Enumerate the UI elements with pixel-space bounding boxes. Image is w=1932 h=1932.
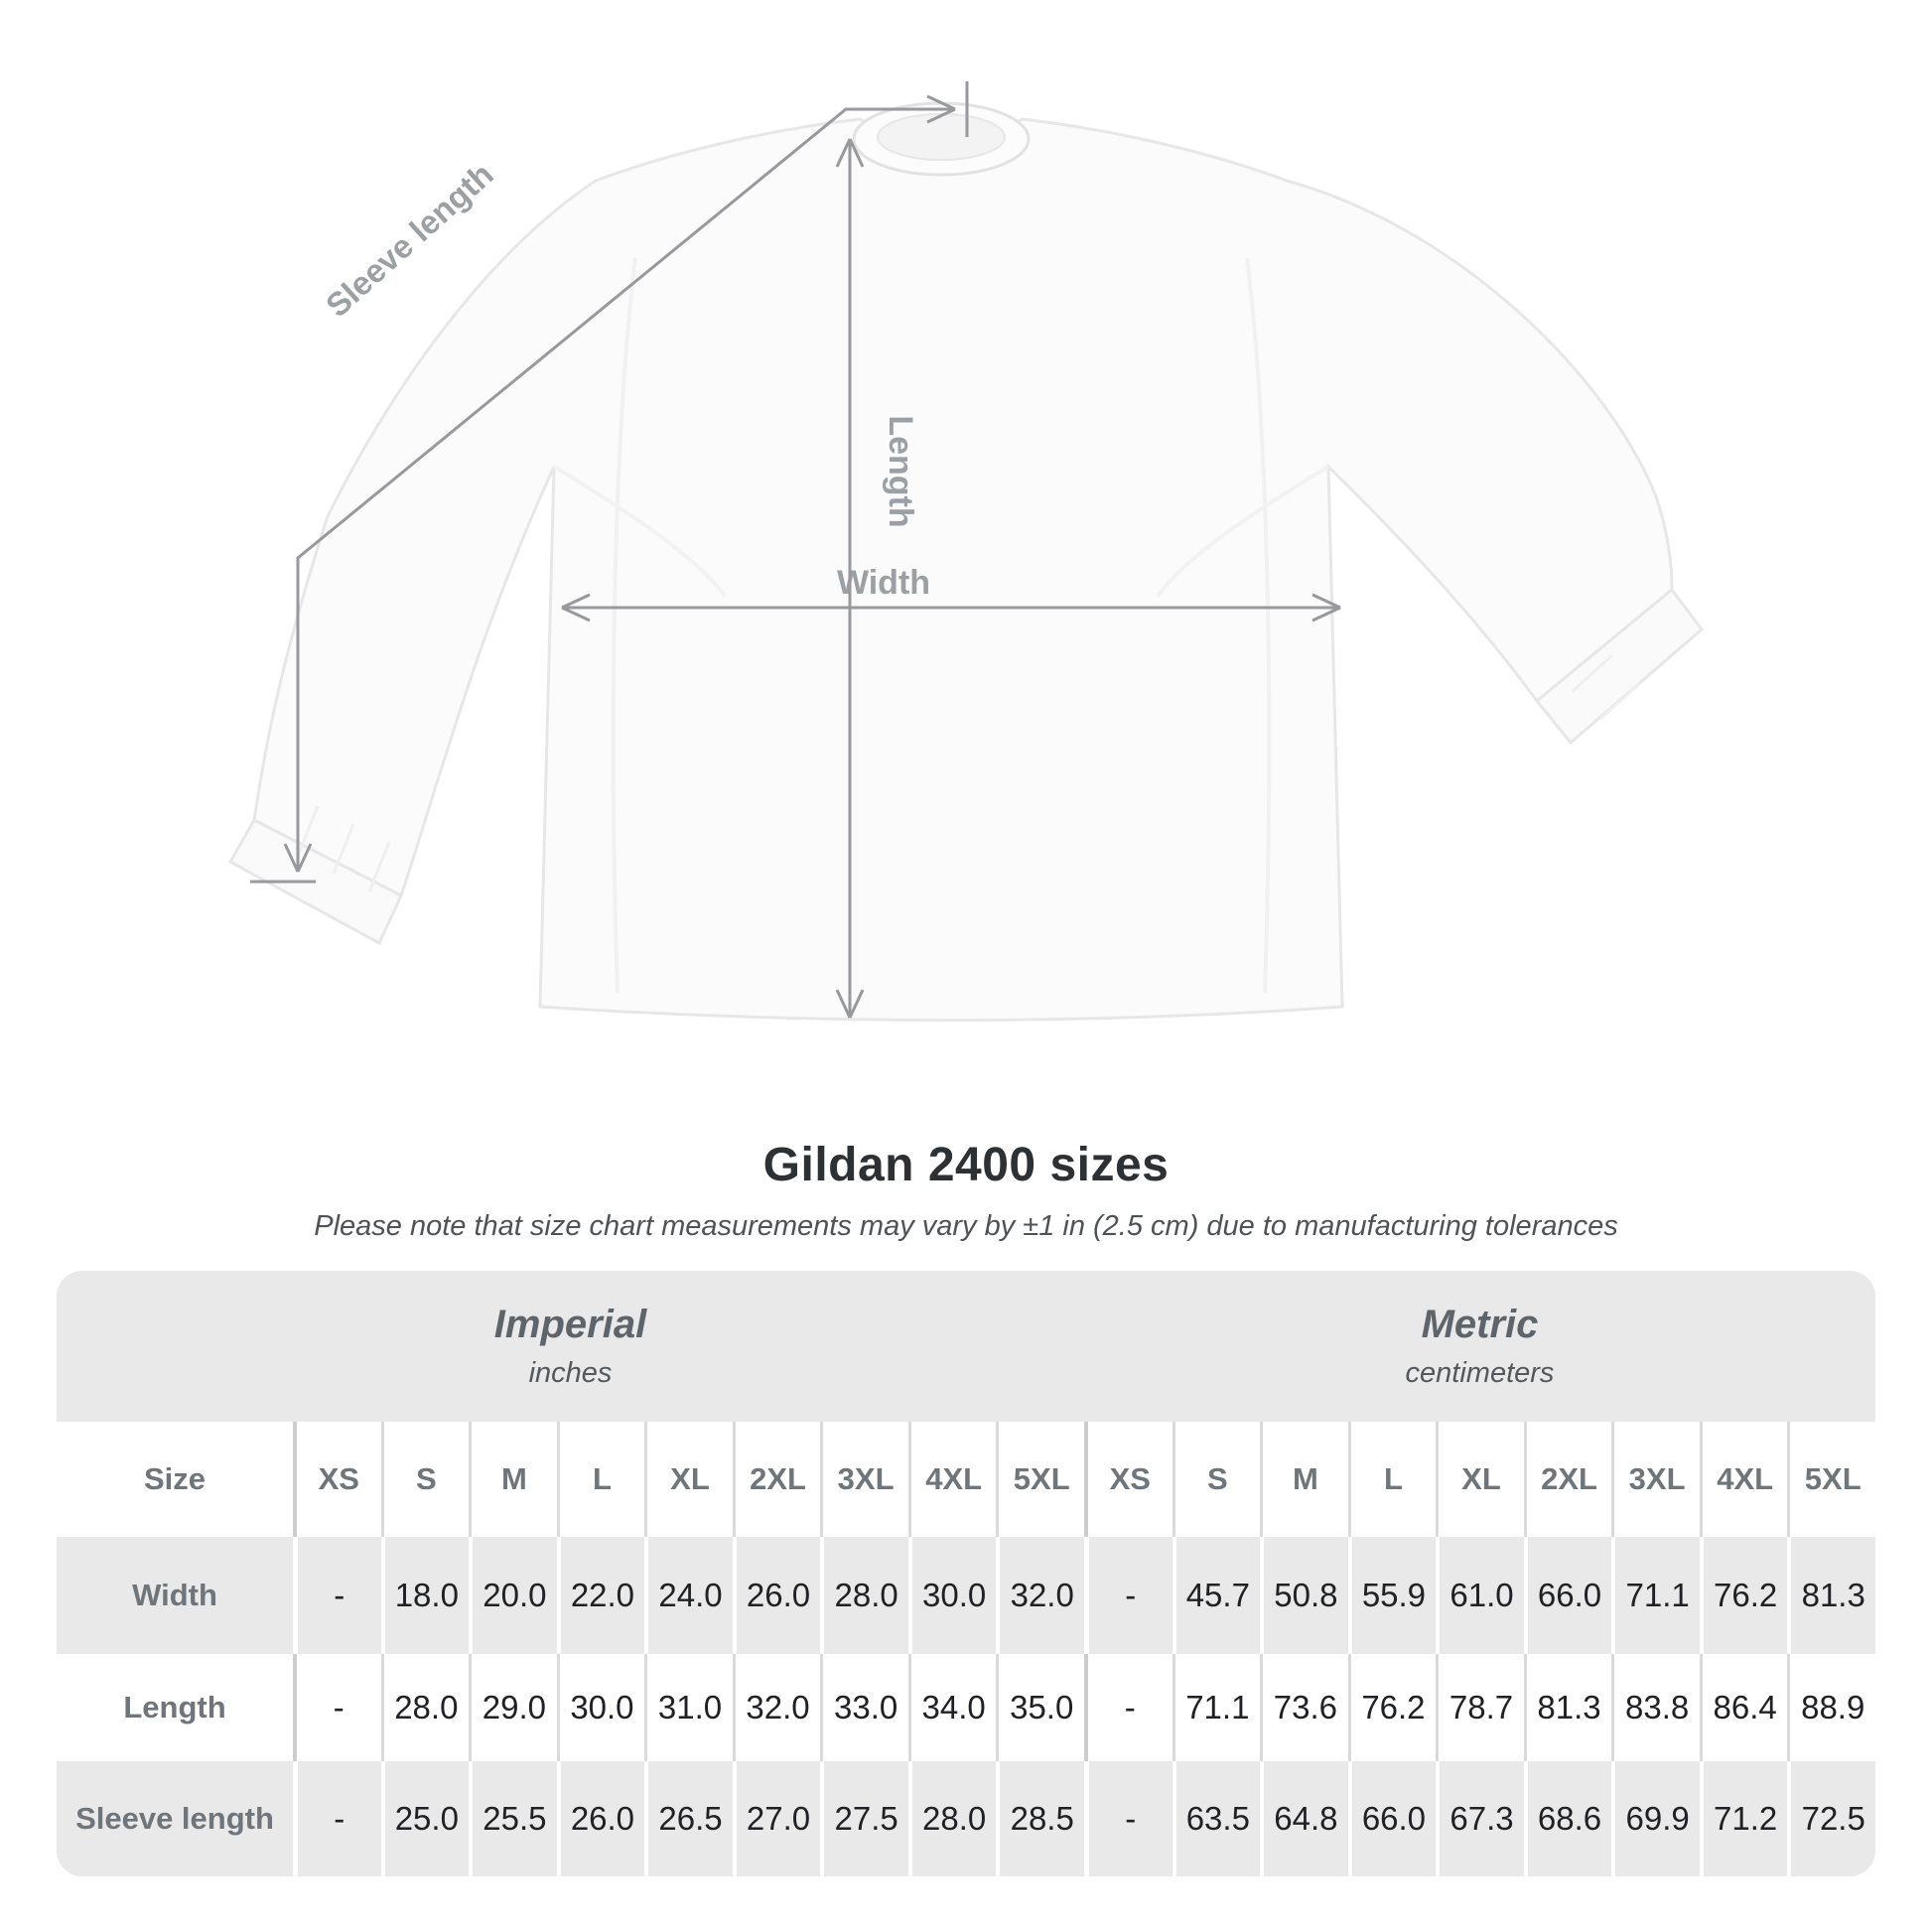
table-cell: 26.5 xyxy=(644,1761,733,1876)
table-cell: 28.0 xyxy=(908,1761,997,1876)
table-cell: 61.0 xyxy=(1436,1537,1524,1654)
sleeve-length-label: Sleeve length xyxy=(318,155,500,325)
table-cell: 24.0 xyxy=(644,1537,733,1654)
size-col-header: 5XL xyxy=(1787,1422,1875,1537)
table-cell: 73.6 xyxy=(1260,1654,1348,1761)
table-cell: 66.0 xyxy=(1524,1537,1612,1654)
table-cell: 71.1 xyxy=(1173,1654,1261,1761)
row-label: Sleeve length xyxy=(57,1761,293,1876)
table-cell: 20.0 xyxy=(469,1537,557,1654)
length-label: Length xyxy=(882,415,919,528)
table-cell: 34.0 xyxy=(908,1654,997,1761)
table-cell: 68.6 xyxy=(1524,1761,1612,1876)
size-col-header: 3XL xyxy=(820,1422,908,1537)
imperial-unit: inches xyxy=(528,1357,613,1389)
table-cell: 83.8 xyxy=(1611,1654,1700,1761)
table-cell: 71.1 xyxy=(1611,1537,1700,1654)
table-cell: 55.9 xyxy=(1348,1537,1437,1654)
table-cell: 30.0 xyxy=(908,1537,997,1654)
size-col-header: 2XL xyxy=(1524,1422,1612,1537)
table-cell: - xyxy=(1084,1654,1173,1761)
table-cell: 29.0 xyxy=(469,1654,557,1761)
size-col-header: S xyxy=(1173,1422,1261,1537)
table-cell: 26.0 xyxy=(733,1537,821,1654)
size-col-header: M xyxy=(1260,1422,1348,1537)
table-cell: - xyxy=(1084,1537,1173,1654)
size-col-header: 5XL xyxy=(996,1422,1084,1537)
table-cell: 78.7 xyxy=(1436,1654,1524,1761)
table-cell: 71.2 xyxy=(1700,1761,1788,1876)
table-cell: 25.5 xyxy=(469,1761,557,1876)
title-block xyxy=(0,1138,1932,1243)
table-cell: 86.4 xyxy=(1700,1654,1788,1761)
table-cell: 32.0 xyxy=(733,1654,821,1761)
table-cell: - xyxy=(293,1654,381,1761)
width-label: Width xyxy=(836,564,931,602)
table-cell: 30.0 xyxy=(557,1654,645,1761)
table-cell: 72.5 xyxy=(1787,1761,1875,1876)
table-cell: 88.9 xyxy=(1787,1654,1875,1761)
page-title: Gildan 2400 sizes xyxy=(762,1139,1170,1191)
table-cell: 18.0 xyxy=(381,1537,470,1654)
table-cell: 27.0 xyxy=(733,1761,821,1876)
table-cell: 66.0 xyxy=(1348,1761,1437,1876)
size-col-header: XS xyxy=(1084,1422,1173,1537)
table-cell: 50.8 xyxy=(1260,1537,1348,1654)
table-cell: 32.0 xyxy=(996,1537,1084,1654)
page-subtitle: Please note that size chart measurements may vary by ±1 in (2.5 cm) due to manufacturing tolerances xyxy=(314,1210,1618,1242)
size-col-header: 4XL xyxy=(908,1422,997,1537)
row-label: Width xyxy=(57,1537,293,1654)
table-cell: 35.0 xyxy=(996,1654,1084,1761)
table-cell: 28.0 xyxy=(381,1654,470,1761)
table-cell: - xyxy=(1084,1761,1173,1876)
table-cell: 22.0 xyxy=(557,1537,645,1654)
table-cell: 28.0 xyxy=(820,1537,908,1654)
table-cell: 63.5 xyxy=(1173,1761,1261,1876)
size-table xyxy=(57,1271,1875,1876)
size-col-header: 4XL xyxy=(1700,1422,1788,1537)
table-cell: - xyxy=(293,1537,381,1654)
table-cell: 76.2 xyxy=(1700,1537,1788,1654)
table-cell: 81.3 xyxy=(1524,1654,1612,1761)
table-cell: 69.9 xyxy=(1611,1761,1700,1876)
size-col-header: S xyxy=(381,1422,470,1537)
imperial-section-header xyxy=(57,1271,1084,1422)
imperial-title: Imperial xyxy=(493,1303,647,1346)
table-cell: 81.3 xyxy=(1787,1537,1875,1654)
table-cell: 28.5 xyxy=(996,1761,1084,1876)
size-col-header: XL xyxy=(1436,1422,1524,1537)
size-col-header: 3XL xyxy=(1611,1422,1700,1537)
table-cell: 67.3 xyxy=(1436,1761,1524,1876)
size-row-header: Size xyxy=(57,1422,293,1537)
table-cell: 76.2 xyxy=(1348,1654,1437,1761)
table-cell: 31.0 xyxy=(644,1654,733,1761)
metric-title: Metric xyxy=(1421,1303,1539,1346)
size-col-header: XS xyxy=(293,1422,381,1537)
shirt-silhouette xyxy=(230,103,1702,1021)
size-col-header: M xyxy=(469,1422,557,1537)
table-cell: 25.0 xyxy=(381,1761,470,1876)
table-cell: 26.0 xyxy=(557,1761,645,1876)
size-col-header: 2XL xyxy=(733,1422,821,1537)
table-cell: - xyxy=(293,1761,381,1876)
table-cell: 27.5 xyxy=(820,1761,908,1876)
row-label: Length xyxy=(57,1654,293,1761)
table-cell: 33.0 xyxy=(820,1654,908,1761)
size-col-header: L xyxy=(1348,1422,1437,1537)
size-col-header: XL xyxy=(644,1422,733,1537)
table-cell: 64.8 xyxy=(1260,1761,1348,1876)
table-cell: 45.7 xyxy=(1173,1537,1261,1654)
size-col-header: L xyxy=(557,1422,645,1537)
metric-section-header xyxy=(1084,1271,1875,1422)
metric-unit: centimeters xyxy=(1405,1357,1555,1389)
